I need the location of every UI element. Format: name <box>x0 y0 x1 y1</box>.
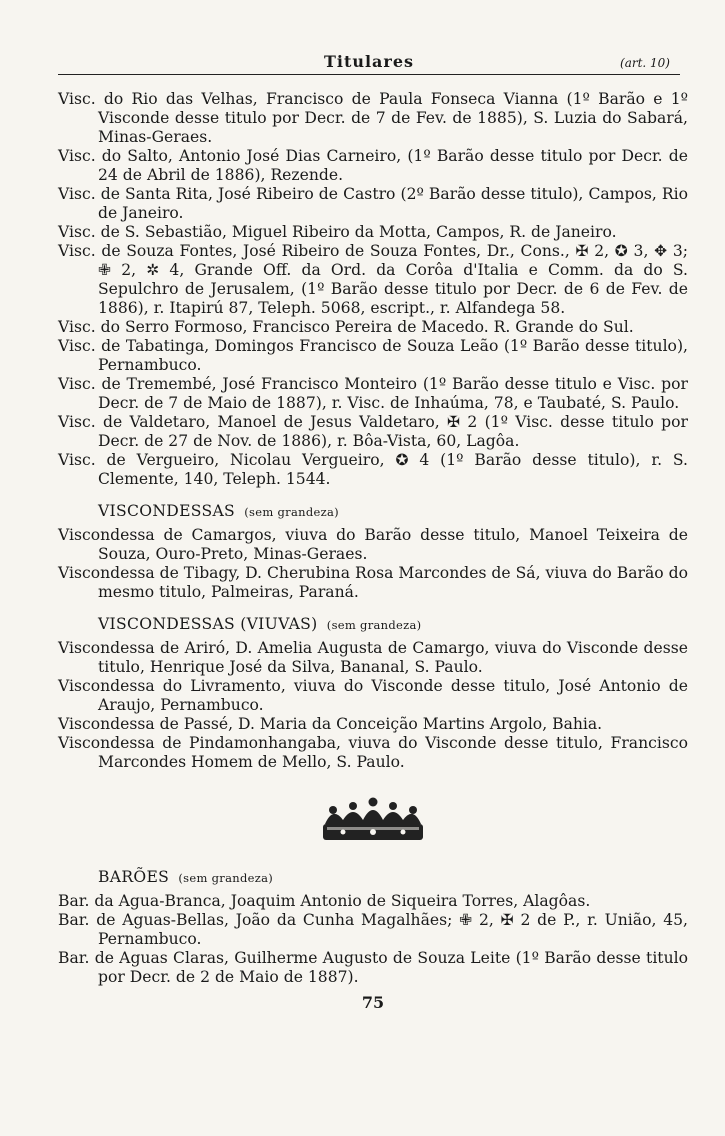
visconde-entry: Visc. de Valdetaro, Manoel de Jesus Valdetaro, ✠ 2 (1º Visc. desse titulo por Decr. de 27 de Nov. de 1886), r. Bôa-Vista, 60, Lagôa. <box>58 413 688 450</box>
viscondessa-entry: Viscondessa de Tibagy, D. Cherubina Rosa Marcondes de Sá, viuva do Barão do mesmo titulo, Palmeiras, Paraná. <box>58 564 688 601</box>
visconde-list <box>58 90 688 489</box>
section-heading-baroes <box>98 868 688 888</box>
viscondessa-viuva-entry: Viscondessa de Passé, D. Maria da Conceição Martins Argolo, Bahia. <box>58 715 603 733</box>
header-article-ref: (art. 10) <box>620 56 670 70</box>
baronial-crown-icon <box>313 794 433 846</box>
visconde-entry: Visc. de Souza Fontes, José Ribeiro de Souza Fontes, Dr., Cons., ✠ 2, ✪ 3, ✥ 3; ✙ 2, ✲ 4, Grande Off. da Ord. da Corôa d'Italia e Comm. da do S. Sepulchro de Jerusalem, (1º Barão desse titulo por Decr. de 6 de Fev. de 1886), r. Itapirú 87, Teleph. 5068, escript., r. Alfandega 58. <box>58 242 688 317</box>
viscondessa-entry: Viscondessa de Camargos, viuva do Barão desse titulo, Manoel Teixeira de Souza, Ouro-Preto, Minas-Geraes. <box>58 526 688 563</box>
page-body <box>58 90 688 1012</box>
header-title: Titulares <box>323 52 415 71</box>
section-heading-text: VISCONDESSAS <box>98 502 235 520</box>
viscondessa-viuva-entry: Viscondessa do Livramento, viuva do Visconde desse titulo, José Antonio de Araujo, Pernambuco. <box>58 677 688 714</box>
visconde-entry: Visc. do Rio das Velhas, Francisco de Paula Fonseca Vianna (1º Barão e 1º Visconde desse titulo por Decr. de 7 de Fev. de 1885), S. Luzia do Sabará, Minas-Geraes. <box>58 90 688 146</box>
visconde-entry: Visc. do Serro Formoso, Francisco Pereira de Macedo. R. Grande do Sul. <box>58 318 634 336</box>
visconde-entry: Visc. de Vergueiro, Nicolau Vergueiro, ✪ 4 (1º Barão desse titulo), r. S. Clemente, 140, Teleph. 1544. <box>58 451 688 488</box>
running-header <box>58 50 680 75</box>
visconde-entry: Visc. de S. Sebastião, Miguel Ribeiro da Motta, Campos, R. de Janeiro. <box>58 223 617 241</box>
section-heading-text: VISCONDESSAS (VIUVAS) <box>98 615 318 633</box>
barao-entry: Bar. de Aguas Claras, Guilherme Augusto de Souza Leite (1º Barão desse titulo por Decr. de 2 de Maio de 1887). <box>58 949 688 986</box>
section-heading-note: (sem grandeza) <box>178 871 274 885</box>
visconde-entry: Visc. de Tabatinga, Domingos Francisco de Souza Leão (1º Barão desse titulo), Pernambuco. <box>58 337 688 374</box>
page-number: 75 <box>361 993 385 1012</box>
section-heading-viscondessas <box>98 502 688 522</box>
section-heading-viscondessas-viuvas <box>98 615 688 635</box>
section-heading-note: (sem grandeza) <box>244 505 339 519</box>
visconde-entry: Visc. de Santa Rita, José Ribeiro de Castro (2º Barão desse titulo), Campos, Rio de Janeiro. <box>58 185 688 222</box>
section-heading-text: BARÕES <box>98 868 170 886</box>
visconde-entry: Visc. do Salto, Antonio José Dias Carneiro, (1º Barão desse titulo por Decr. de 24 de Abril de 1886), Rezende. <box>58 147 688 184</box>
viscondessa-viuva-entry: Viscondessa de Pindamonhangaba, viuva do Visconde desse titulo, Francisco Marcondes Homem de Mello, S. Paulo. <box>58 734 688 771</box>
barao-entry: Bar. da Agua-Branca, Joaquim Antonio de Siqueira Torres, Alagôas. <box>58 892 591 910</box>
visconde-entry: Visc. de Tremembé, José Francisco Monteiro (1º Barão desse titulo e Visc. por Decr. de 7 de Maio de 1887), r. Visc. de Inhaúma, 78, e Taubaté, S. Paulo. <box>58 375 688 412</box>
barao-entry: Bar. de Aguas-Bellas, João da Cunha Magalhães; ✙ 2, ✠ 2 de P., r. União, 45, Pernambuco. <box>58 911 688 948</box>
section-heading-note: (sem grandeza) <box>326 618 422 632</box>
viscondessa-viuva-entry: Viscondessa de Ariró, D. Amelia Augusta de Camargo, viuva do Visconde desse titulo, Henrique José da Silva, Bananal, S. Paulo. <box>58 639 688 676</box>
